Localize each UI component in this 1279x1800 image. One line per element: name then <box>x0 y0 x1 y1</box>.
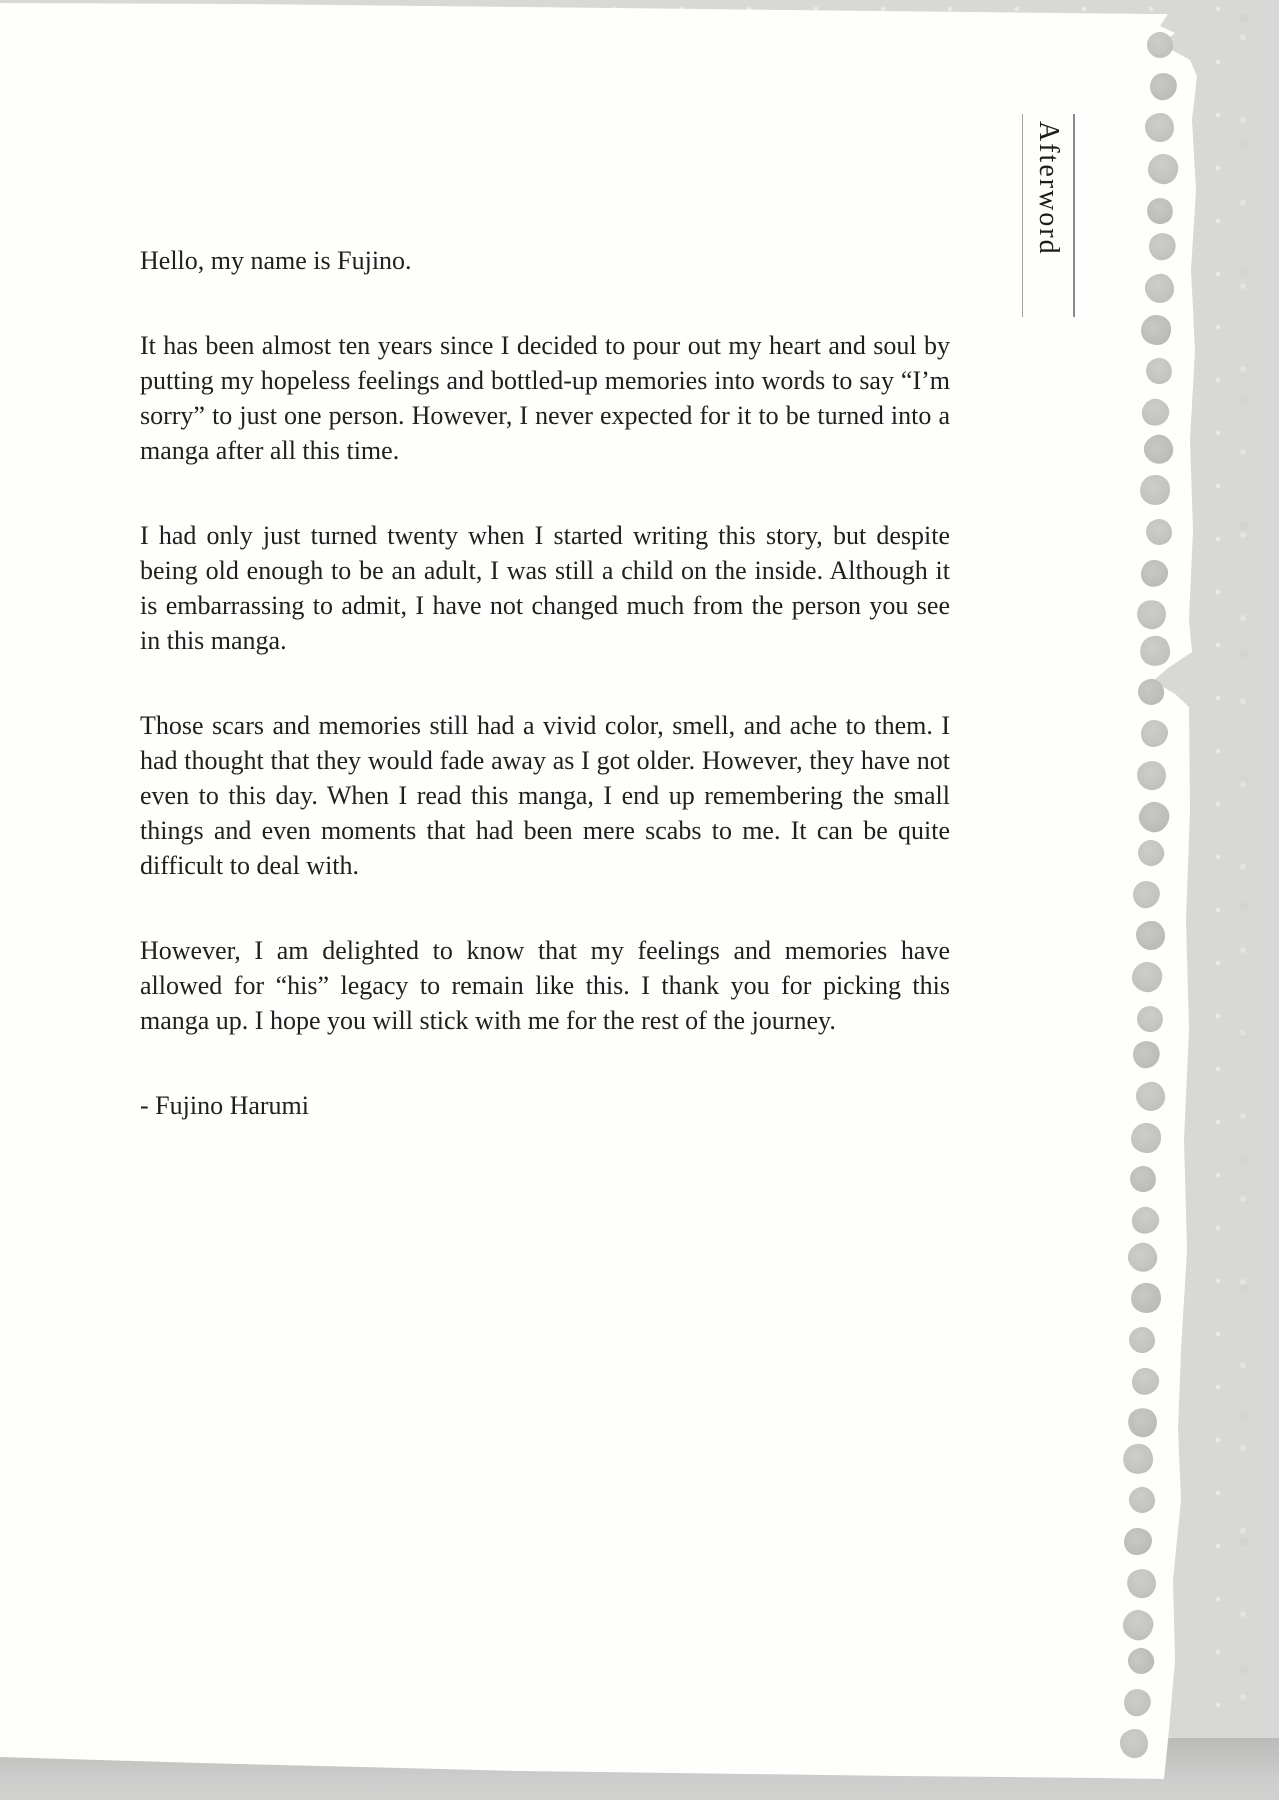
afterword-body-text <box>140 243 950 1123</box>
afterword-header <box>1022 114 1075 317</box>
paragraph: I had only just turned twenty when I started writing this story, but despite being old enough to be an adult, I was still a child on the inside. Although it is embarrassing to admit, I have not changed much from the person you see in this manga. <box>140 521 950 655</box>
paragraph: It has been almost ten years since I decided to pour out my heart and soul by putting my hopeless feelings and bottled-up memories into words to say “I’m sorry” to just one person. However, I never expected for it to be turned into a manga after all this time. <box>140 331 950 465</box>
paragraph: However, I am delighted to know that my feelings and memories have allowed for “his” legacy to remain like this. I thank you for picking this manga up. I hope you will stick with me for the rest of the journey. <box>140 936 950 1035</box>
paragraph: Hello, my name is Fujino. <box>140 246 412 275</box>
author-signature: - Fujino Harumi <box>140 1091 309 1120</box>
afterword-title: Afterword <box>1033 121 1064 256</box>
paragraph: Those scars and memories still had a vivid color, smell, and ache to them. I had thought that they would fade away as I got older. However, they have not even to this day. When I read this manga, I end up remembering the small things and even moments that had been mere scabs to me. It can be quite difficult to deal with. <box>140 711 950 880</box>
